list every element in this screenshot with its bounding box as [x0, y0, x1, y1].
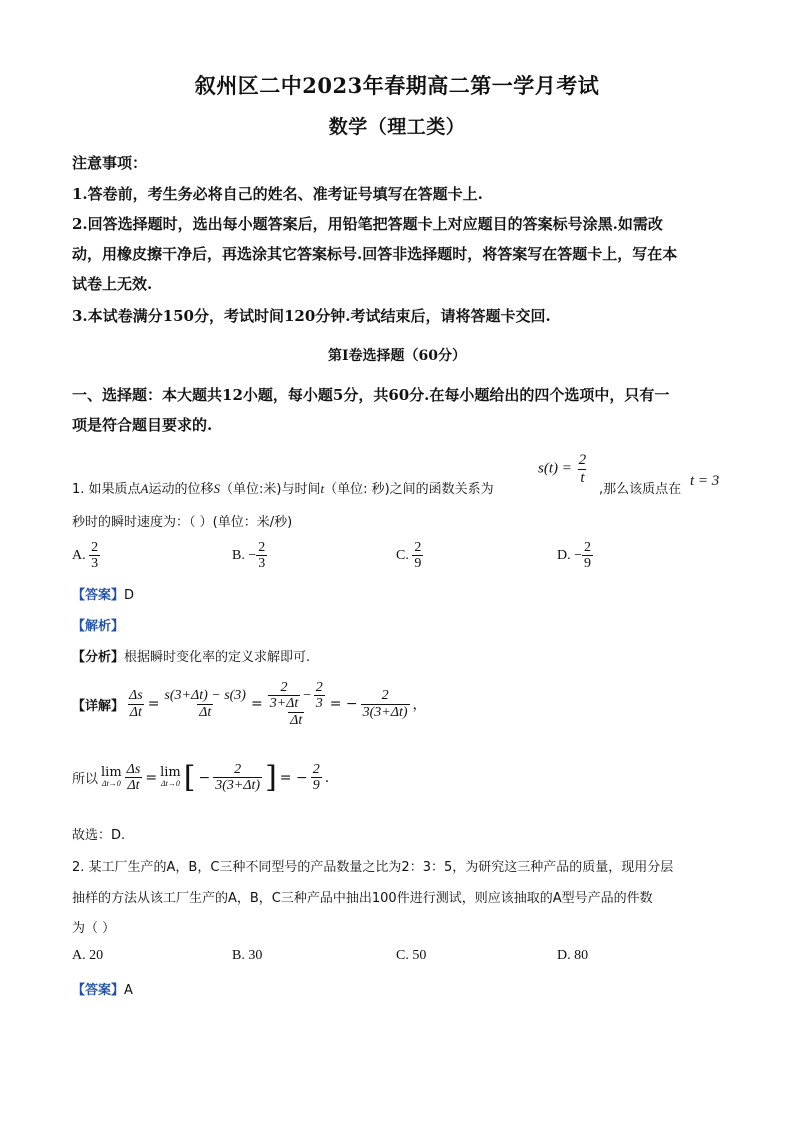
- q2-answer-line: [72, 979, 133, 998]
- q1-eq-difference: $\frac{s(3+\Delta t) - s(3)}{\Delta t}$: [164, 688, 246, 720]
- q1-var-a: A: [140, 481, 149, 496]
- section-instruction-line-1: 一、选择题：本大题共12小题，每小题5分，共60分.在每小题给出的四个选项中，只有一: [72, 386, 670, 404]
- q1-fenxi-tag: 【分析】: [72, 650, 125, 665]
- notes-item-1: 1.答卷前，考生务必将自己的姓名、准考证号填写在答题卡上.: [72, 185, 483, 203]
- q1-answer-line: [72, 584, 134, 603]
- q2-stem-line-1: 2. 某工厂生产的A，B，C三种不同型号的产品数量之比为2：3：5，为研究这三种产品的质量，现用分层: [72, 860, 674, 875]
- q1-option-a-fraction: $\frac{2}{3}$: [91, 540, 99, 572]
- notes-item-2-line-1: 2.回答选择题时，选出每小题答案后，用铅笔把答题卡上对应题目的答案标号涂黑.如需改: [72, 215, 663, 233]
- q1-eq-ratio: $\frac{\Delta s}{\Delta t}$: [129, 688, 143, 720]
- q1-stem-line-1: [72, 478, 494, 497]
- q1-detail-tag: 【详解】: [72, 698, 125, 714]
- notes-item-3: 3.本试卷满分150分，考试时间120分钟.考试结束后，请将答题卡交回.: [72, 307, 551, 325]
- q1-var-s: S: [213, 481, 221, 496]
- q1-analysis-tag: 【解析】: [72, 619, 125, 634]
- q1-text-c: （单位:米)与时间: [220, 482, 321, 497]
- q1-function: [538, 452, 588, 486]
- q1-fenxi-text: 根据瞬时变化率的定义求解即可.: [124, 650, 311, 665]
- q1-text-b: 运动的位移: [148, 482, 214, 497]
- q1-detail-equation: 【详解】 $\frac{\Delta s}{\Delta t}$ = $\frac{s(3+\Delta t) - s(3)}{\Delta t}$ = $\frac{2}{3+\Delta t}$ − $\frac{2}{3}$ Δt = − $\frac{2}{3(3+\Delta t)}$ ，: [72, 680, 427, 728]
- q1-lim-1: lim Δt→0: [101, 764, 122, 789]
- q2-option-c: C. 50: [396, 948, 427, 963]
- q1-option-b: B. − $\frac{2}{3}$: [232, 540, 266, 572]
- q1-option-d-fraction: $\frac{2}{9}$: [584, 540, 592, 572]
- q1-answer-tag: 【答案】: [72, 588, 125, 603]
- q1-eq-result: $\frac{2}{3(3+\Delta t)}$: [362, 688, 408, 720]
- q1-answer: D: [124, 588, 135, 603]
- notes-heading: 注意事项：: [72, 154, 148, 172]
- q1-eq-complex-fraction: $\frac{2}{3+\Delta t}$ − $\frac{2}{3}$ Δt: [269, 680, 323, 728]
- q1-option-c-fraction: $\frac{2}{9}$: [414, 540, 422, 572]
- q1-func-den: t: [580, 469, 585, 486]
- q1-lim-2: lim Δt→0: [160, 764, 181, 789]
- q2-option-b: B. 30: [232, 948, 263, 963]
- q2-answer: A: [124, 983, 133, 998]
- page-title: 叙州区二中2023年春期高二第一学月考试: [194, 73, 600, 98]
- q1-text-a: 1. 如果质点: [72, 482, 141, 497]
- q1-option-d: D. − $\frac{2}{9}$: [557, 540, 592, 572]
- q1-text-e: ,那么该质点在: [599, 482, 682, 497]
- q1-text-d: （单位: 秒)之间的函数关系为: [324, 482, 494, 497]
- page-subtitle: 数学（理工类）: [328, 116, 466, 138]
- q2-answer-tag: 【答案】: [72, 983, 125, 998]
- q1-func-lhs: s(t) =: [538, 460, 572, 477]
- q1-func-fraction: [577, 452, 589, 486]
- q1-t-value: t = 3: [690, 473, 720, 489]
- section-title: 第Ⅰ卷选择题（60分）: [327, 348, 467, 364]
- section-instruction-line-2: 项是符合题目要求的.: [72, 416, 213, 434]
- q1-choose: 故选：D.: [72, 828, 126, 843]
- q2-option-d: D. 80: [557, 948, 589, 963]
- q1-var-t: t: [320, 481, 325, 496]
- q1-fenxi-line: [72, 646, 310, 665]
- q1-final-value: $\frac{2}{9}$: [312, 761, 320, 793]
- q1-stem-line-2: 秒时的瞬时速度为：（ ）(单位：米/秒): [72, 515, 293, 530]
- q1-limit-equation: 所以 lim Δt→0 $\frac{\Delta s}{\Delta t}$ = lim Δt→0 [ − $\frac{2}{3(3+\Delta t)}$ ] = − $\frac{2}{9}$ .: [72, 760, 330, 795]
- notes-item-2-line-3: 试卷上无效.: [72, 275, 153, 293]
- notes-item-2-line-2: 动，用橡皮擦干净后，再选涂其它答案标号.回答非选择题时，将答案写在答题卡上，写在本: [72, 245, 678, 263]
- q2-stem-line-3: 为（ ）: [72, 921, 116, 936]
- q2-option-a: A. 20: [72, 948, 104, 963]
- q1-option-c: C. $\frac{2}{9}$: [396, 540, 422, 572]
- q1-func-num: 2: [578, 452, 587, 468]
- q2-stem-line-2: 抽样的方法从该工厂生产的A，B，C三种产品中抽出100件进行测试，则应该抽取的A型号产品的件数: [72, 891, 653, 906]
- q1-option-a: A. $\frac{2}{3}$: [72, 540, 99, 572]
- q1-so-prefix: 所以: [72, 772, 99, 787]
- q1-option-b-fraction: $\frac{2}{3}$: [258, 540, 266, 572]
